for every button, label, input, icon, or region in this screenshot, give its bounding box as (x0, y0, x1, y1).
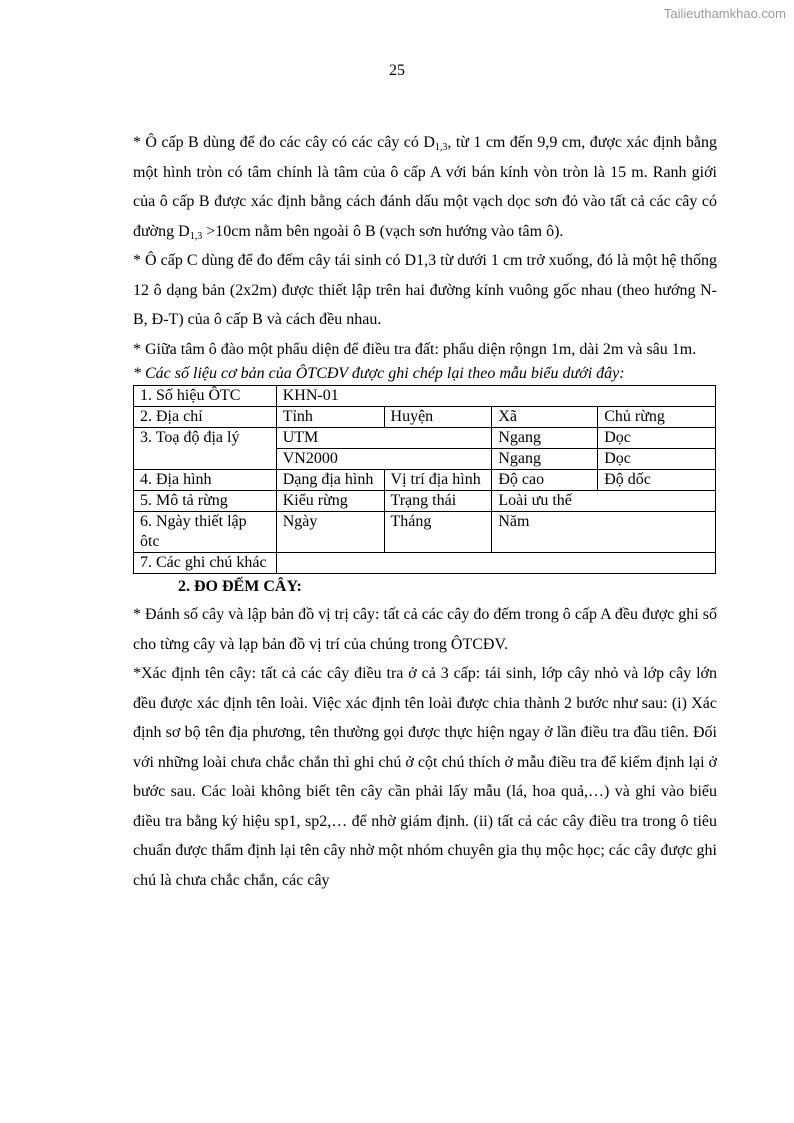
table-caption: * Các số liệu cơ bản của ÔTCĐV được ghi chép lại theo mẫu biểu dưới đây: (133, 365, 625, 382)
paragraph-species-identification: *Xác định tên cây: tất cả các cây điều tra ở cả 3 cấp: tái sinh, lớp cây nhỏ và lớp cây lớn đều được xác định tên loài. Việc xác định tên loài được chia thành 2 bước như sau: (i) Xác định sơ bộ tên địa phương, tên thường gọi được thực hiện ngay ở lần điều tra đầu tiên. Đối với những loài chưa chắc chắn thì ghi chú ở cột chú thích ở mẫu điều tra để kiểm định lại ở bước sau. Các loài không biết tên cây cần phải lấy mẫu (lá, hoa quả,…) và ghi vào biểu điều tra bằng ký hiệu sp1, sp2,… để nhờ giám định. (ii) tất cả các cây điều tra trong ô tiêu chuẩn được thẩm định lại tên cây nhờ một nhóm chuyên gia thụ mộc học; các cây được ghi chú là chưa chắc chắn, các cây (133, 665, 717, 889)
table-cell: 4. Địa hình (134, 470, 277, 491)
section-heading: 2. ĐO ĐẾM CÂY: (178, 578, 302, 595)
table-cell: Chủ rừng (598, 407, 716, 428)
table-cell: Kiểu rừng (276, 491, 384, 512)
table-cell: Năm (492, 512, 716, 553)
table-row (134, 428, 716, 449)
paragraph-plot-b: * Ô cấp B dùng để đo các cây có các cây có $D_{1,3}$, từ 1 cm đến 9,9 cm, được xác định bằng một hình tròn có tâm chính là tâm của ô cấp A với bán kính vòn tròn là 15 m. Ranh giới của ô cấp B được xác định bằng cách đánh dấu một vạch dọc sơn đỏ vào tất cả các cây có đường $D_{1,3} >10cm$ nằm bên ngoài ô B (vạch sơn hướng vào tâm ô). (133, 134, 718, 242)
table-cell: Vị trí địa hình (384, 470, 492, 491)
table-cell: Độ cao (492, 470, 598, 491)
table-cell: Dạng địa hình (276, 470, 384, 491)
table-cell: Tỉnh (276, 407, 384, 428)
table-row (134, 512, 716, 553)
table-cell: 6. Ngày thiết lập ôtc (134, 512, 277, 553)
watermark: Tailieuthamkhao.com (663, 6, 786, 21)
table-cell: Ngang (492, 428, 598, 449)
paragraph-tree-numbering: * Đánh số cây và lập bản đồ vị trị cây: tất cả các cây đo đếm trong ô cấp A đều được ghi số cho từng cây và lạp bản đồ vị trí của chúng trong ÔTCĐV. (133, 606, 717, 653)
table-row (134, 553, 716, 574)
table-cell: Độ dốc (598, 470, 716, 491)
table-cell: Xã (492, 407, 598, 428)
table-row (134, 386, 716, 407)
table-cell: Huyện (384, 407, 492, 428)
table-cell: UTM (276, 428, 492, 449)
table-row (134, 407, 716, 428)
table-cell: 1. Số hiệu ÔTC (134, 386, 277, 407)
table-cell: Dọc (598, 449, 716, 470)
paragraph-plot-c: * Ô cấp C dùng để đo đếm cây tái sinh có D1,3 từ dưới 1 cm trở xuống, đó là một hệ thống 12 ô dạng bản (2x2m) được thiết lập trên hai đường kính vuông gốc nhau (theo hướng N-B, Đ-T) của ô cấp B và cách đều nhau. (133, 252, 717, 328)
table-row (134, 470, 716, 491)
table-cell: 7. Các ghi chú khác (134, 553, 277, 574)
table-cell (276, 553, 715, 574)
document-body (133, 128, 717, 895)
page-number: 25 (389, 62, 405, 79)
table-row (134, 491, 716, 512)
table-cell: 2. Địa chỉ (134, 407, 277, 428)
table-cell: Loài ưu thế (492, 491, 716, 512)
table-cell: VN2000 (276, 449, 492, 470)
table-cell: Ngang (492, 449, 598, 470)
paragraph-soil-profile: * Giữa tâm ô đào một phẩu diện để điều tra đất: phẩu diện rộngn 1m, dài 2m và sâu 1m. (133, 340, 697, 358)
table-cell: Ngày (276, 512, 384, 553)
table-cell: KHN-01 (276, 386, 715, 407)
table-cell: 5. Mô tả rừng (134, 491, 277, 512)
table-cell: Trạng thái (384, 491, 492, 512)
plot-info-table (133, 385, 716, 574)
table-cell: 3. Toạ độ địa lý (134, 428, 277, 470)
table-cell: Dọc (598, 428, 716, 449)
table-cell: Tháng (384, 512, 492, 553)
